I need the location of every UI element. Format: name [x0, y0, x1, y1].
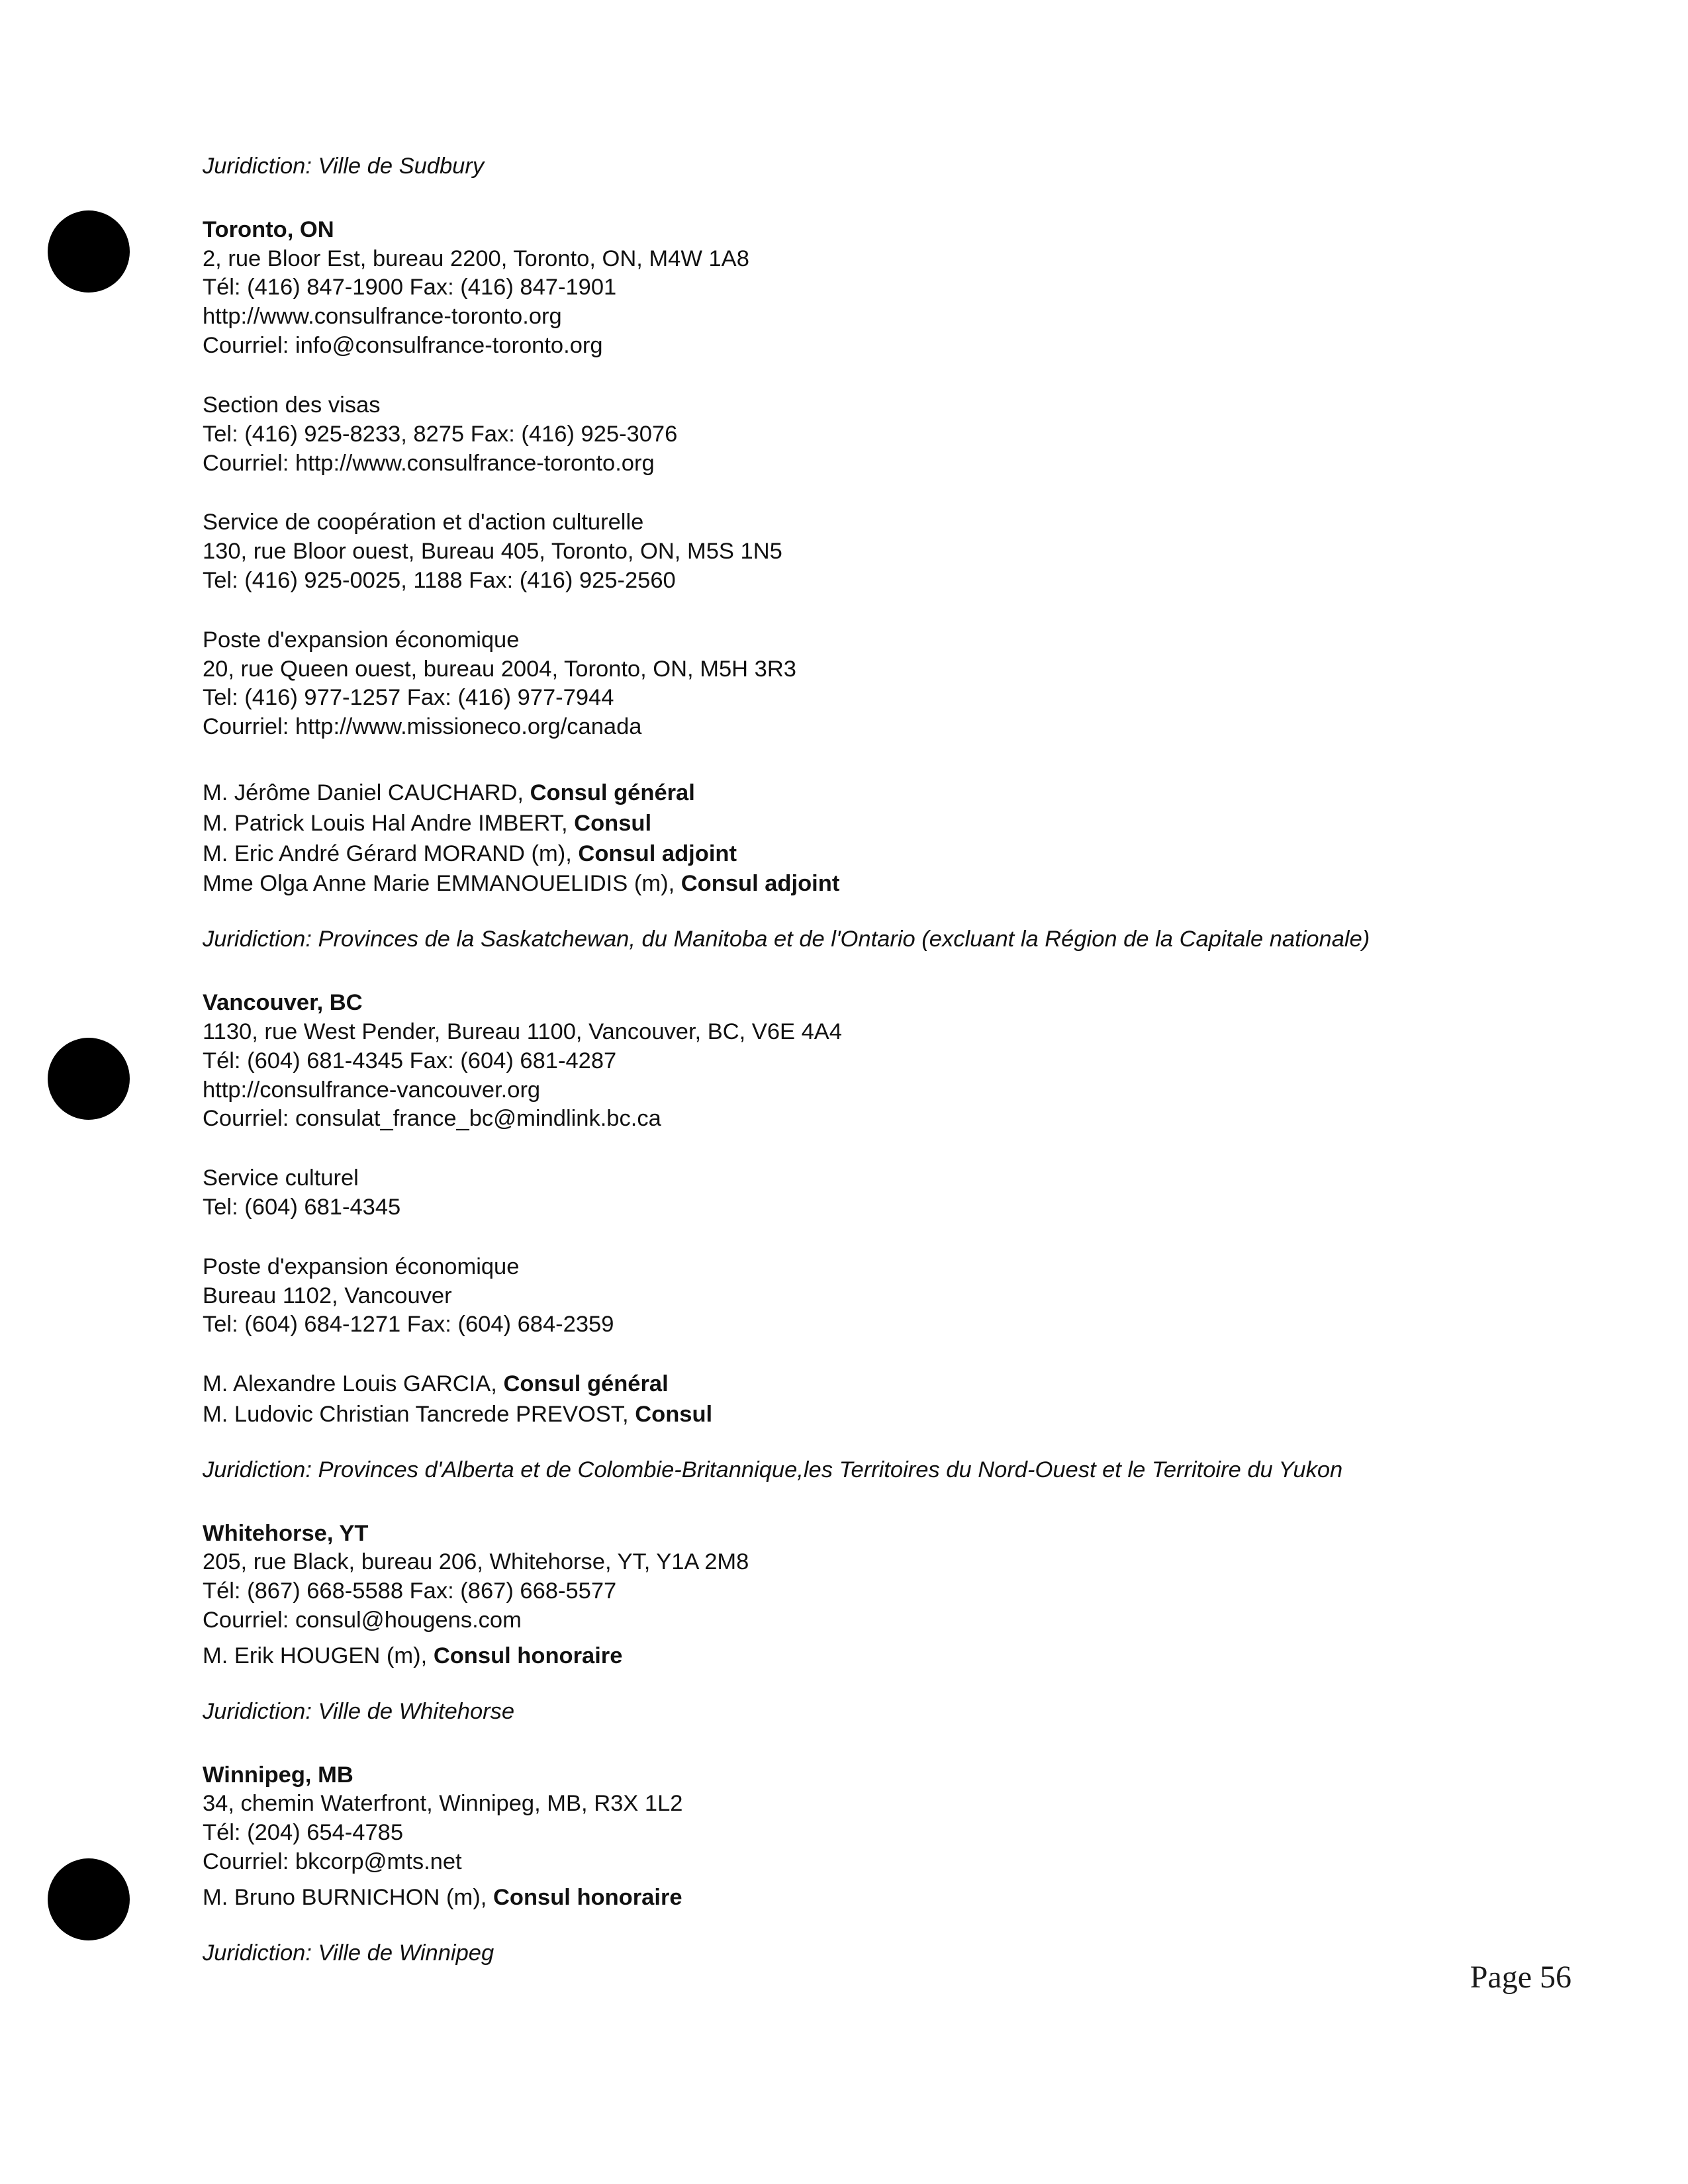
toronto-visas-section: [203, 391, 1513, 478]
culture-address: 130, rue Bloor ouest, Bureau 405, Toronto, ON, M5S 1N5: [203, 539, 782, 565]
visas-title: Section des visas: [203, 392, 381, 418]
whitehorse-address: 205, rue Black, bureau 206, Whitehorse, YT, Y1A 2M8: [203, 1549, 749, 1575]
toronto-officials: [203, 779, 1513, 899]
whitehorse-email: Courriel: consul@hougens.com: [203, 1608, 522, 1633]
binder-hole-top: [48, 210, 130, 293]
official-title: Consul adjoint: [680, 871, 840, 897]
toronto-jurisdiction: Juridiction: Provinces de la Saskatchewan, du Manitoba et de l'Ontario (excluant la Région de la Capitale nationale): [203, 927, 1370, 952]
vancouver-jurisdiction: Juridiction: Provinces d'Alberta et de Colombie-Britannique,les Territoires du Nord-Ouest et le Territoire du Yukon: [203, 1457, 1343, 1482]
winnipeg-heading: Winnipeg, MB: [203, 1762, 353, 1788]
vancouver-email: Courriel: consulat_france_bc@mindlink.bc.ca: [203, 1106, 661, 1132]
toronto-phone: Tél: (416) 847-1900 Fax: (416) 847-1901: [203, 275, 617, 300]
official-name: M. Patrick Louis Hal Andre IMBERT,: [203, 810, 575, 836]
visas-phone: Tel: (416) 925-8233, 8275 Fax: (416) 925-3076: [203, 421, 678, 447]
vancouver-entry: [203, 989, 1513, 1485]
official-title: Consul honoraire: [492, 1884, 682, 1910]
economic-address: 20, rue Queen ouest, bureau 2004, Toronto, ON, M5H 3R3: [203, 656, 796, 682]
official-name: M. Erik HOUGEN (m),: [203, 1643, 434, 1668]
binder-hole-middle: [48, 1038, 130, 1120]
toronto-heading: Toronto, ON: [203, 216, 334, 242]
economic-phone: Tel: (604) 684-1271 Fax: (604) 684-2359: [203, 1312, 614, 1338]
official-name: M. Alexandre Louis GARCIA,: [203, 1371, 504, 1397]
vancouver-address: 1130, rue West Pender, Bureau 1100, Vancouver, BC, V6E 4A4: [203, 1019, 842, 1044]
vancouver-economic-section: [203, 1253, 1513, 1340]
vancouver-officials: [203, 1370, 1513, 1430]
whitehorse-entry: [203, 1520, 1513, 1727]
vancouver-phone: Tél: (604) 681-4345 Fax: (604) 681-4287: [203, 1048, 617, 1073]
toronto-economic-section: [203, 626, 1513, 742]
whitehorse-jurisdiction: Juridiction: Ville de Whitehorse: [203, 1698, 515, 1724]
official-name: M. Eric André Gérard MORAND (m),: [203, 841, 579, 866]
winnipeg-jurisdiction: Juridiction: Ville de Winnipeg: [203, 1940, 494, 1966]
toronto-culture-section: [203, 508, 1513, 595]
winnipeg-email: Courriel: bkcorp@mts.net: [203, 1848, 462, 1874]
economic-email: Courriel: http://www.missioneco.org/canada: [203, 714, 642, 740]
official-title: Consul: [635, 1402, 713, 1427]
winnipeg-address: 34, chemin Waterfront, Winnipeg, MB, R3X 1L2: [203, 1791, 683, 1817]
official-line: [203, 1642, 1513, 1671]
official-title: Consul général: [530, 780, 695, 805]
culture-phone: Tel: (416) 925-0025, 1188 Fax: (416) 925-2560: [203, 567, 676, 593]
vancouver-culture-section: [203, 1164, 1513, 1222]
official-line: [203, 1884, 1513, 1913]
official-line: [203, 809, 1513, 839]
document-page: [203, 152, 1513, 1968]
official-line: [203, 779, 1513, 808]
official-title: Consul honoraire: [433, 1643, 623, 1668]
whitehorse-phone: Tél: (867) 668-5588 Fax: (867) 668-5577: [203, 1578, 617, 1604]
economic-address: Bureau 1102, Vancouver: [203, 1283, 452, 1308]
official-line: [203, 870, 1513, 899]
economic-title: Poste d'expansion économique: [203, 1253, 520, 1279]
vancouver-website: http://consulfrance-vancouver.org: [203, 1077, 541, 1103]
sudbury-jurisdiction: Juridiction: Ville de Sudbury: [203, 154, 485, 179]
toronto-email: Courriel: info@consulfrance-toronto.org: [203, 333, 603, 359]
official-line: [203, 840, 1513, 869]
toronto-entry: [203, 216, 1513, 954]
visas-email: Courriel: http://www.consulfrance-toronto.org: [203, 450, 655, 476]
page-number: Page 56: [1470, 1960, 1571, 1995]
vancouver-heading: Vancouver, BC: [203, 990, 363, 1016]
binder-hole-bottom: [48, 1858, 130, 1940]
official-name: M. Bruno BURNICHON (m),: [203, 1884, 493, 1910]
official-title: Consul général: [503, 1371, 669, 1397]
culture-phone: Tel: (604) 681-4345: [203, 1194, 401, 1220]
winnipeg-entry: [203, 1761, 1513, 1968]
official-name: Mme Olga Anne Marie EMMANOUELIDIS (m),: [203, 871, 681, 897]
toronto-website: http://www.consulfrance-toronto.org: [203, 304, 562, 330]
culture-title: Service de coopération et d'action culturelle: [203, 510, 644, 535]
official-line: [203, 1370, 1513, 1399]
official-title: Consul: [574, 810, 652, 836]
official-title: Consul adjoint: [578, 841, 737, 866]
culture-title: Service culturel: [203, 1165, 359, 1191]
official-line: [203, 1400, 1513, 1430]
official-name: M. Jérôme Daniel CAUCHARD,: [203, 780, 530, 805]
economic-title: Poste d'expansion économique: [203, 627, 520, 653]
official-name: M. Ludovic Christian Tancrede PREVOST,: [203, 1402, 635, 1427]
toronto-address: 2, rue Bloor Est, bureau 2200, Toronto, ON, M4W 1A8: [203, 246, 749, 271]
winnipeg-phone: Tél: (204) 654-4785: [203, 1820, 404, 1846]
economic-phone: Tel: (416) 977-1257 Fax: (416) 977-7944: [203, 685, 614, 711]
whitehorse-heading: Whitehorse, YT: [203, 1520, 369, 1546]
